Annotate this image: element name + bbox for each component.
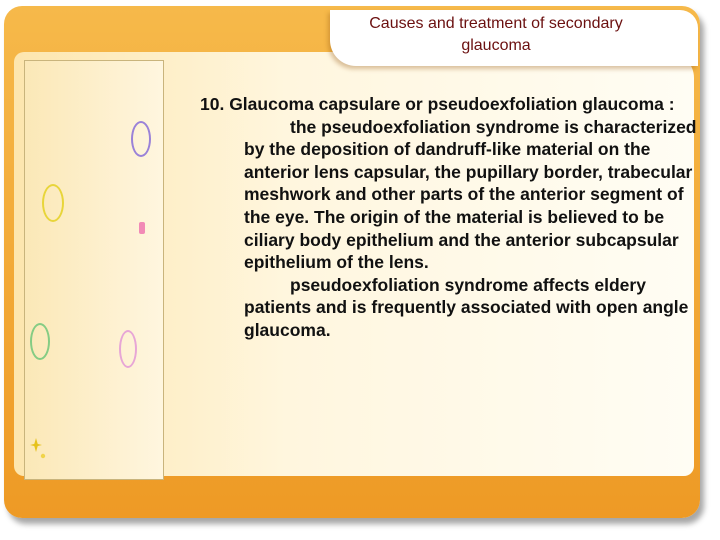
section-heading: 10. Glaucoma capsulare or pseudoexfoliation glaucoma : bbox=[200, 94, 675, 114]
slide-title-line2: glaucoma bbox=[461, 37, 531, 54]
pink-dot-icon bbox=[139, 222, 145, 234]
paragraph-1: the pseudoexfoliation syndrome is characterized by the deposition of dandruff-like material on the anterior lens capsular, the pupillary border, trabecular meshwork and other parts of the anterior segment of the eye. The origin of the material is believed to be ciliary body epithelium and the anterior subcapsular epithelium of the lens. bbox=[244, 116, 697, 273]
paragraph-2: pseudoexfoliation syndrome affects eldery patients and is frequently associated with open angle glaucoma. bbox=[244, 274, 689, 340]
sparkle-icon bbox=[28, 436, 48, 462]
slide-title-line1: Causes and treatment of secondary bbox=[369, 15, 623, 32]
green-oval-icon bbox=[30, 323, 50, 360]
slide-body bbox=[200, 93, 704, 342]
slide-title bbox=[336, 13, 656, 57]
pink-oval-icon bbox=[119, 330, 137, 368]
purple-oval-icon bbox=[131, 121, 151, 157]
yellow-oval-icon bbox=[42, 184, 64, 222]
